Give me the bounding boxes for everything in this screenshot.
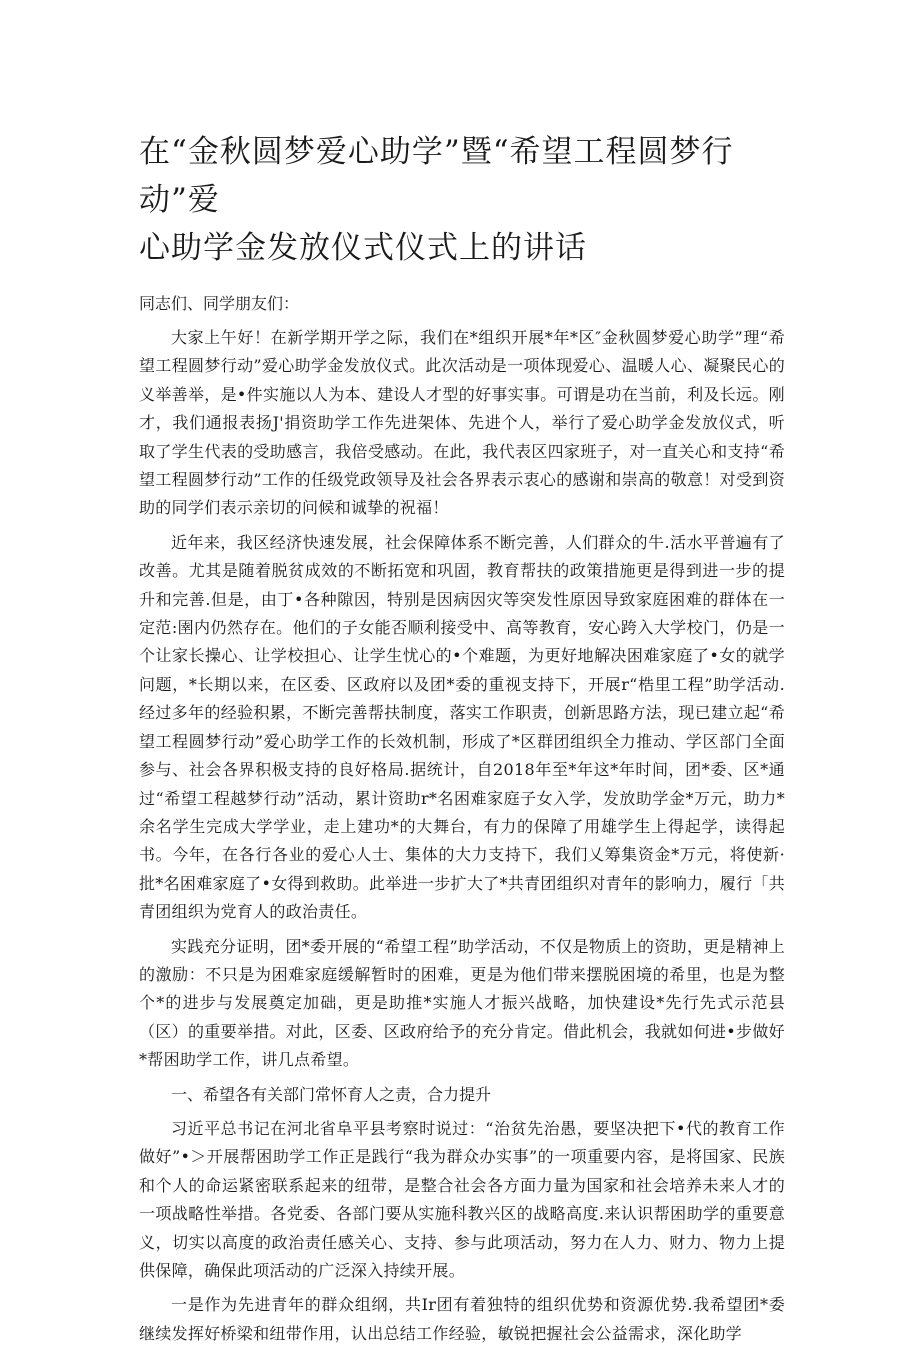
paragraph-youth-league: 一是作为先进青年的群众组纲，共Ir团有着独特的组织优势和资源优势.我希望团*委继续发挥好桥梁和纽带作用，认出总结工作经验，敏锐把握社会公益需求，深化助学: [139, 1295, 785, 1343]
title-line-1: 在“金秋圆梦爱心助学”暨“希望工程圆梦行动”爱: [139, 134, 734, 218]
section-heading-1: 一、希望各有关部门常怀育人之责，合力提升: [171, 1084, 492, 1104]
paragraph-practice: 实践充分证明，团*委开展的“希望工程”助学活动，不仅是物质上的资助，更是精神上的激励：不只是为困难家庭缓解暂时的困难，更是为他们带来摆脱困境的希里，也是为整个*的进步与发展奠定加础，更是助推*实施人才振兴战略，加快建设*先行先式示范县（区）的重要举措。对此，区委、区政府给予的充分肯定。借此机会，我就如何进•步做好*帮困助学工作，讲几点希望。: [139, 936, 785, 1070]
paragraph-xi-quote: 习近平总书记在河北省阜平县考察时说过：“治贫先治愚，要坚决把下•代的教育工作做好”•＞开展帮困助学工作正是践行“我为群众办实事”的一项重要内容，是将国家、民族和个人的命运紧密联系起来的纽带，是整合社会各方面力量为国家和社会培养未来人才的一项战略性举措。各党委、各部门要从实施科教兴区的战略高度.来认识帮困助学的重要意义，切实以高度的政治责任感关心、支持、参与此项活动，努力在人力、财力、物力上提供保障，确保此项活动的广泛深入持续开展。: [139, 1118, 785, 1280]
paragraph-greeting: 大家上午好！在新学期开学之际，我们在*组织开展*年*区″金秋圆梦爱心助学”理“希望工程圆梦行动”爱心助学金发放仪式。此次活动是一项体现爱心、温暖人心、凝聚民心的义举善举，是•件实施以人为本、建设人才型的好事实事。可谓是功在当前，利及长远。刚才，我们通报表扬J'捐资助学工作先进架体、先进个人，举行了爱心助学金发放仪式，听取了学生代表的受助感言，我倍受感动。在此，我代表区四家班子，对一直关心和支持“希望工程圆梦行动”工作的任级党政领导及社会各界表示衷心的感谢和崇高的敬意！对受到资助的同学们表示亲切的问候和诚挚的祝福！: [139, 328, 785, 518]
document-title: [139, 128, 785, 272]
paragraph-background: 近年来，我区经济快速发展，社会保障体系不断完善，人们群众的牛.活水平普遍有了改善。尤其是随着脱贫成效的不断拓宽和巩固，教育帮扶的政策措施更是得到进一步的提升和完善.但是，由丁•各种隙因，特别是因病因灾等突发性原因导致家庭困难的群体在一定范:圉内仍然存在。他们的子女能否顺利接受中、高等教育，安心跨入大学校门，仍是一个让家长操心、让学校担心、让学生忧心的•个难题，为更好地解决困难家庭了•女的就学问题，*长期以来，在区委、区政府以及团*委的重视支持下，开展r“梏里工程”助学活动.经过多年的经验积累，不断完善帮扶制度，落实工作职责，创新思路方法，现已建立起“希望工程圆梦行动”爱心助学工作的长效机制，形成了*区群团组织全力推动、学区部门全面参与、社会各界积极支持的良好格局.据统计，自2018年至*年这*年时间，团*委、区*通过“希望工程越梦行动”活动，累计资助r*名困难家庭子女入学，发放助学金*万元，助力*余名学生完成大学学业，走上建功*的大舞台，有力的保障了用雄学生上得起学，读得起书。今年，在各行各业的爱心人士、集体的大力支持下，我们乂筹集资金*万元，将使新·批*名困难家庭了•女得到救助。此举进一步扩大了*共青团组织对青年的影响力，履行「共青团组织为党育人的政治责任。: [139, 532, 785, 922]
salutation: 同志们、同学朋友们：: [139, 294, 300, 313]
title-line-2: 心助学金发放仪式仪式上的讲话: [139, 230, 587, 266]
